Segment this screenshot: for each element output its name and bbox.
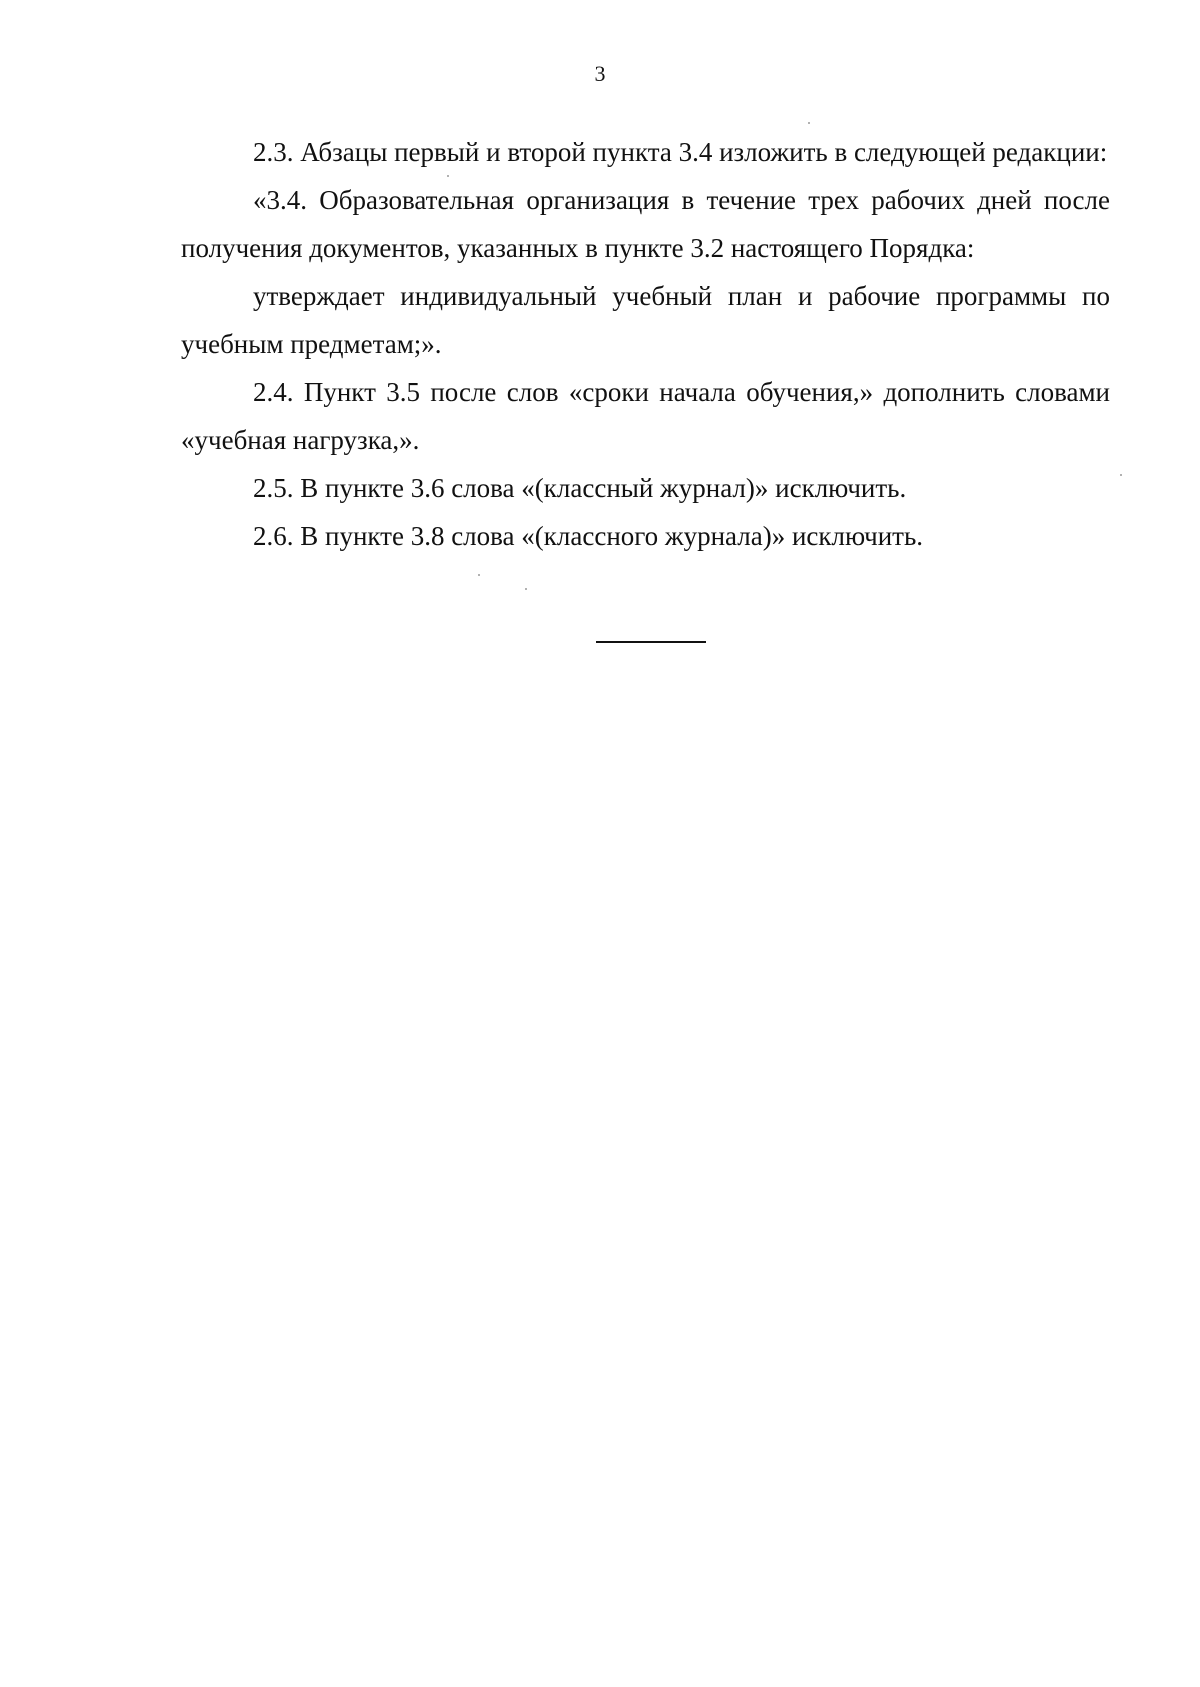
paragraph-2-6: 2.6. В пункте 3.8 слова «(классного журнала)» исключить. xyxy=(253,521,924,551)
document-body xyxy=(181,128,1110,560)
end-of-text-rule xyxy=(596,641,706,643)
paragraph-2-5: 2.5. В пункте 3.6 слова «(классный журнал)» исключить. xyxy=(253,473,907,503)
page-number: 3 xyxy=(594,61,606,86)
scan-speck xyxy=(1120,474,1122,476)
scan-speck xyxy=(525,588,527,590)
paragraph-2-4: 2.4. Пункт 3.5 после слов «сроки начала обучения,» дополнить словами «учебная нагрузка,». xyxy=(181,377,1110,455)
paragraph-2-3: 2.3. Абзацы первый и второй пункта 3.4 изложить в следующей редакции: xyxy=(253,137,1108,167)
scan-speck xyxy=(808,122,810,124)
scan-speck xyxy=(478,574,480,576)
scan-speck xyxy=(447,175,449,177)
paragraph-approves-plan: утверждает индивидуальный учебный план и рабочие программы по учебным предметам;». xyxy=(181,281,1110,359)
paragraph-3-4-quote: «3.4. Образовательная организация в течение трех рабочих дней после получения документов, указанных в пункте 3.2 настоящего Порядка: xyxy=(181,185,1110,263)
